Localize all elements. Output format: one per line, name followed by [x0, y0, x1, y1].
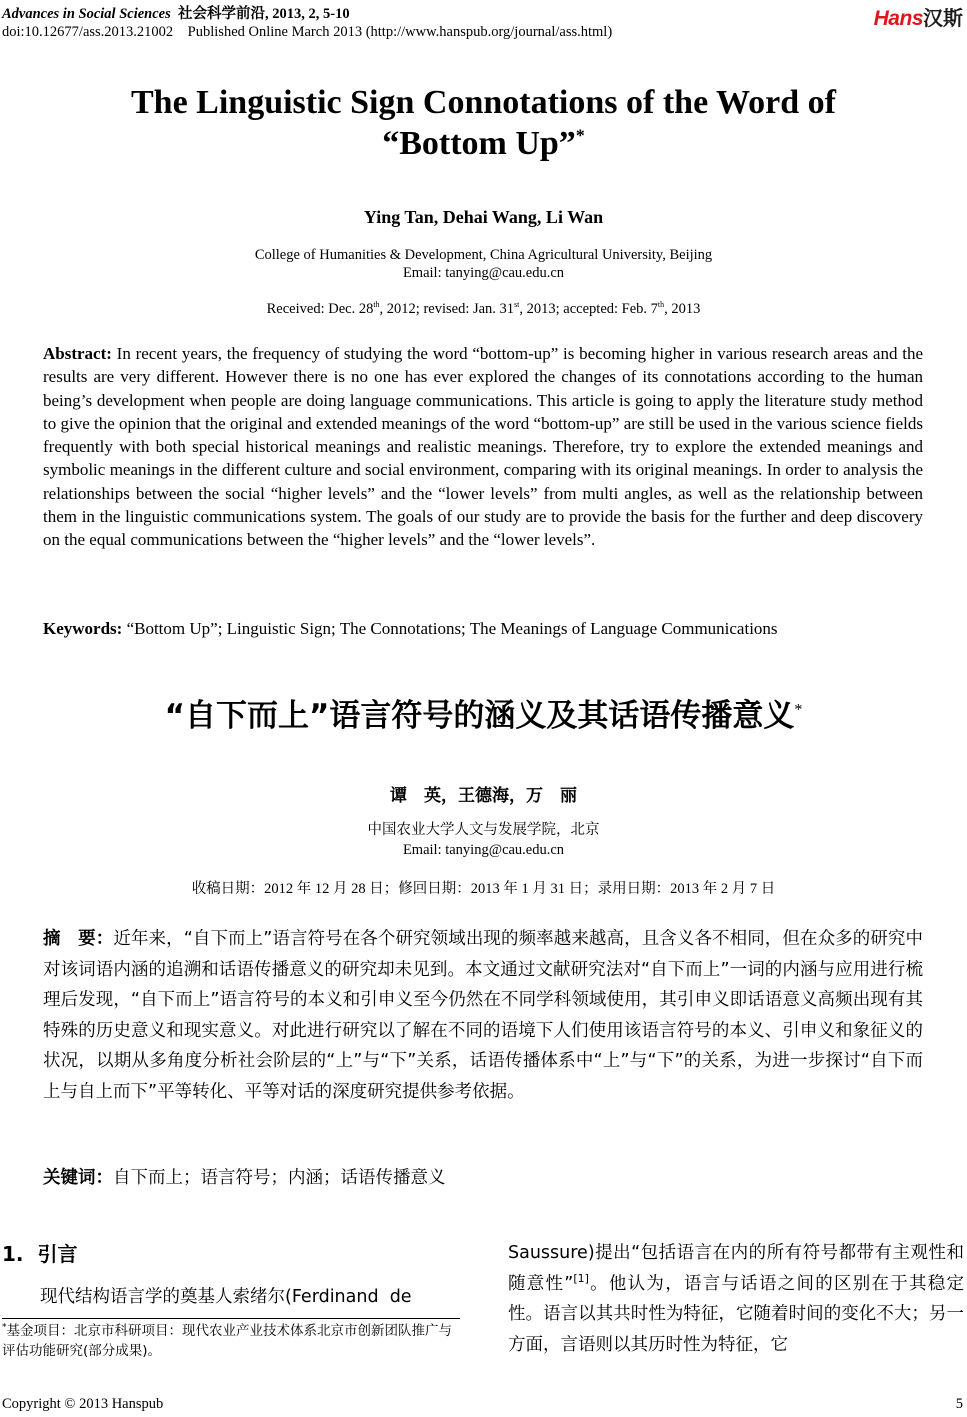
- email-en: Email: tanying@cau.edu.cn: [402, 265, 565, 281]
- authors-en: Ying Tan, Dehai Wang, Li Wan: [363, 207, 604, 227]
- journal-citation: , 2013, 2, 5-10: [265, 6, 350, 22]
- abstract-en: [43, 342, 923, 552]
- footnote: [2, 1321, 460, 1361]
- abstract-label: Abstract:: [43, 344, 112, 363]
- received-sup: th: [373, 300, 380, 310]
- keywords-cn-text: 自下而上；语言符号；内涵；话语传播意义: [113, 1168, 446, 1188]
- journal-name: Advances in Social Sciences: [2, 6, 171, 22]
- paper-title-cn: [60, 690, 907, 735]
- running-header-journal: [2, 2, 350, 23]
- affiliation-cn: [0, 820, 967, 860]
- title-line-2-text: “Bottom Up”: [382, 125, 576, 162]
- paper-title-en: [60, 82, 907, 164]
- revised-date: , 2012; revised: Jan. 31: [379, 301, 515, 317]
- keywords-label: Keywords:: [43, 619, 123, 638]
- accepted-date: , 2013; accepted: Feb. 7: [519, 301, 658, 317]
- abstract-cn: [43, 924, 923, 1107]
- footer-copyright: Copyright © 2013 Hanspub: [2, 1396, 164, 1412]
- keywords-en: [43, 619, 923, 639]
- abstract-cn-text: 近年来，“自下而上”语言符号在各个研究领域出现的频率越来越高，且含义各不相同，但在众多的研究中对该词语内涵的追溯和话语传播意义的研究却未见到。本文通过文献研究法对“自下而上”一词的内涵与应用进行梳理后发现，“自下而上”语言符号的本义和引申义至今仍然在不同学科领域使用，其引申义即话语意义高频出现有其特殊的历史意义和现实意义。对此进行研究以了解在不同的语境下人们使用该语言符号的本义、引申义和象征义的状况，以期从多角度分析社会阶层的“上”与“下”关系，话语传播体系中“上”与“下”的关系，为进一步探讨“自下而上与自上而下”平等转化、平等对话的深度研究提供参考依据。: [43, 929, 923, 1102]
- keywords-text: “Bottom Up”; Linguistic Sign; The Connotations; The Meanings of Language Communications: [122, 619, 778, 638]
- body-column-right: [508, 1238, 964, 1360]
- affiliation-en: [0, 246, 967, 282]
- title-cn-text: “自下而上”语言符号的涵义及其话语传播意义: [164, 698, 795, 734]
- title-footnote-mark: *: [575, 125, 585, 146]
- journal-name-cn: 社会科学前沿: [178, 6, 266, 22]
- body-column-left: 现代结构语言学的奠基人索绪尔(Ferdinand de: [40, 1287, 412, 1307]
- revised-sup: st: [514, 300, 520, 310]
- title-line-1: The Linguistic Sign Connotations of the Word of: [130, 84, 836, 121]
- accepted-sup: th: [657, 300, 665, 310]
- col2-text-b: 。他认为，语言与话语之间的区别在于其稳定性。语言以其共时性为特征，它随着时间的变化不大；另一方面，言语则以其历时性为特征，它: [508, 1273, 964, 1355]
- footnote-text: 基金项目：北京市科研项目：现代农业产业技术体系北京市创新团队推广与评估功能研究(部分成果)。: [2, 1323, 452, 1359]
- abstract-cn-label: 摘 要：: [43, 929, 114, 949]
- abstract-text: In recent years, the frequency of studying the word “bottom-up” is becoming higher in various research areas and the results are very different. However there is no one has ever explored the changes of its connotations according to the human being’s development when people are doing language communications. This article is going to apply the literature study method to give the opinion that the original and extended meanings of the word “bottom-up” are still be used in the various science fields frequently with both special historical meanings and realistic meanings. Therefore, try to explore the extended meanings and symbolic meanings in the different culture and social environment, comparing with its original meanings. In order to analysis the relationships between the social “higher levels” and the “lower levels” from multi angles, as well as the relationship between them in the linguistic communications system. The goals of our study are to provide the basis for the further and deep discovery on the equal communications between the “higher levels” and the “lower levels”.: [43, 344, 923, 550]
- running-header-doi: doi:10.12677/ass.2013.21002 Published Online March 2013 (http://www.hanspub.org/journal/ass.html): [2, 24, 613, 40]
- col2-text-a: Saussure)提出“包括语言在内的所有符号都带有主观性和随意性”: [508, 1243, 964, 1294]
- keywords-cn: [43, 1164, 446, 1189]
- dates-en: [0, 301, 967, 318]
- affiliation-cn-text: 中国农业大学人文与发展学院，北京: [367, 822, 600, 838]
- citation-ref[interactable]: [1]: [573, 1271, 589, 1285]
- title-cn-mark: *: [794, 701, 803, 719]
- footnote-mark: *: [2, 1322, 7, 1333]
- dates-cn: 收稿日期：2012 年 12 月 28 日；修回日期：2013 年 1 月 31 日；录用日期：2013 年 2 月 7 日: [191, 881, 776, 897]
- keywords-cn-label: 关键词：: [43, 1168, 113, 1188]
- footnote-divider: [2, 1318, 460, 1319]
- page-number: 5: [955, 1396, 963, 1412]
- title-line-2: [60, 123, 907, 164]
- affiliation-text: College of Humanities & Development, China Agricultural University, Beijing: [254, 247, 713, 263]
- authors-cn: 谭 英，王德海，万 丽: [390, 786, 577, 806]
- email-cn: Email: tanying@cau.edu.cn: [402, 842, 565, 858]
- accepted-year: , 2013: [664, 301, 701, 317]
- section-heading: 1. 引言: [2, 1242, 78, 1266]
- received-date: Received: Dec. 28: [266, 301, 374, 317]
- logo-text-cn: 汉斯: [923, 8, 963, 30]
- logo-text-en: Hans: [873, 7, 923, 30]
- hans-logo: [874, 2, 963, 31]
